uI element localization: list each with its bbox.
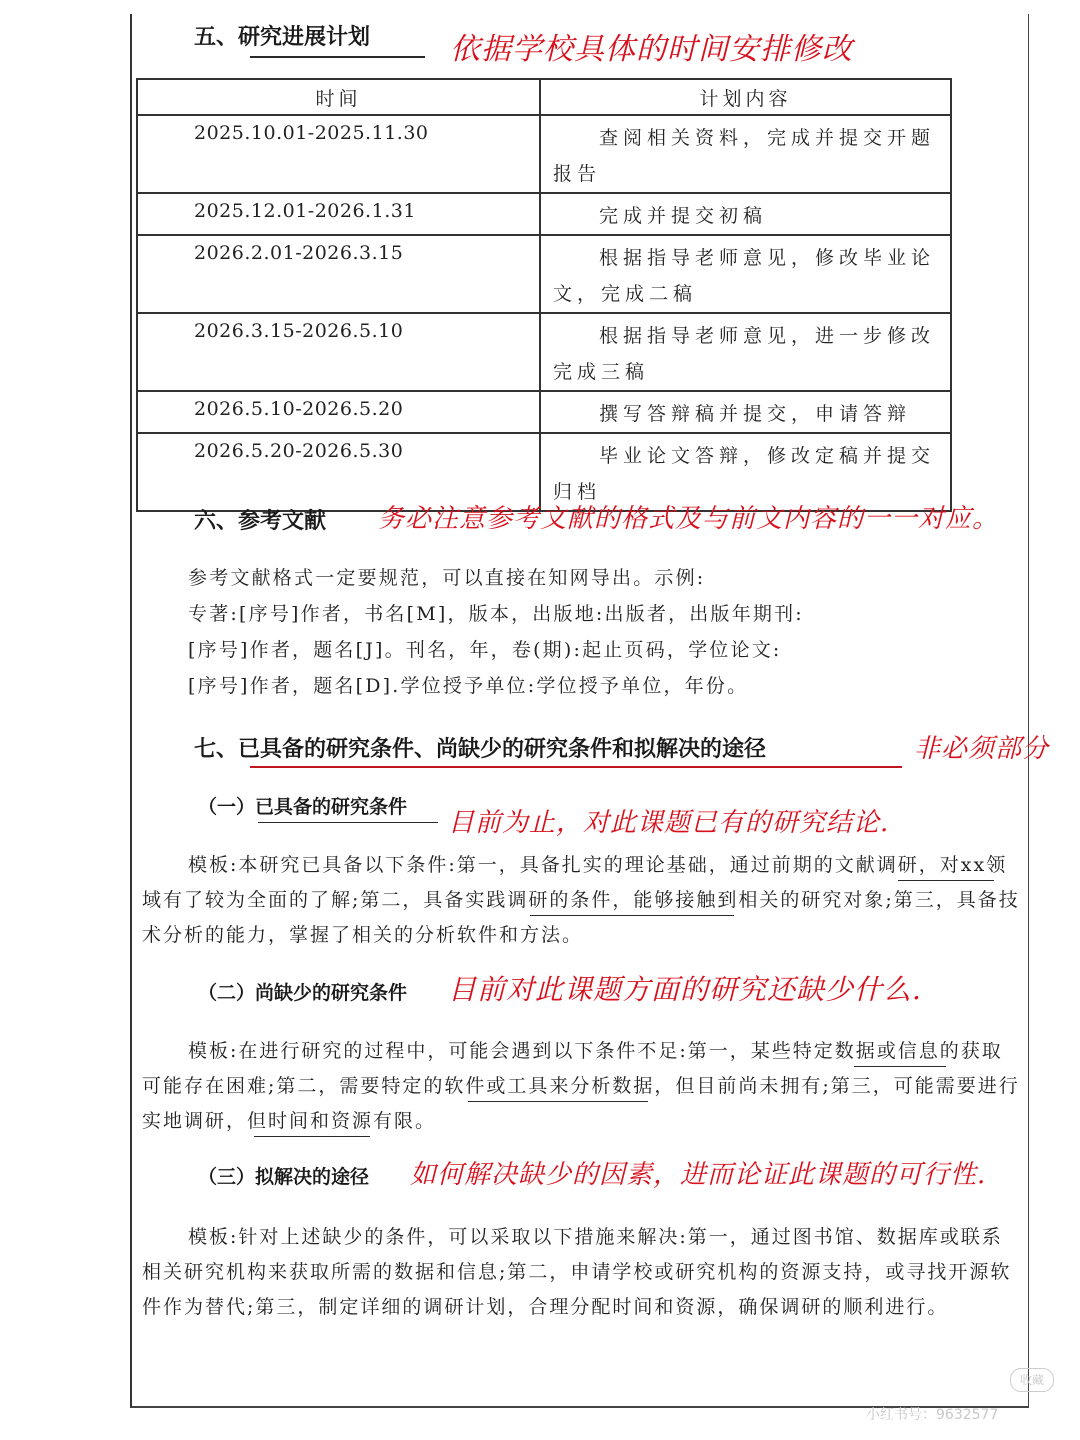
sub3-title: （三）拟解决的途径 <box>198 1166 370 1188</box>
table-header-row <box>137 79 951 115</box>
table-row <box>137 193 951 235</box>
sub2-text: 模板:在进行研究的过程中，可能会遇到以下条件不足:第一，某些特定数据或信息的获取可能存在困难;第二，需要特定的软件或工具来分析数据，但目前尚未拥有;第三，可能需要进行实地调研，但时间和资源有限。 <box>142 1040 1020 1132</box>
header-content: 计划内容 <box>540 79 951 115</box>
table-row <box>137 313 951 391</box>
row-content: 查阅相关资料，完成并提交开题报告 <box>540 115 951 193</box>
sub2-title: （二）尚缺少的研究条件 <box>198 982 408 1004</box>
text-underline <box>854 1066 946 1067</box>
text-underline <box>468 1101 648 1102</box>
table-row <box>137 115 951 193</box>
research-plan-table <box>136 78 952 512</box>
table-row <box>137 235 951 313</box>
text-underline <box>530 915 734 916</box>
section7-note: 非必须部分 <box>914 734 1050 764</box>
text-underline <box>254 1136 370 1137</box>
row-time: 2026.5.20-2026.5.30 <box>137 433 540 511</box>
text-underline <box>898 880 994 881</box>
sub2-note: 目前对此课题方面的研究还缺少什么. <box>448 973 922 1006</box>
row-time: 2026.3.15-2026.5.10 <box>137 313 540 391</box>
reference-line: [序号]作者，题名[J]。刊名，年，卷(期):起止页码，学位论文: <box>188 639 782 661</box>
row-content: 撰写答辩稿并提交，申请答辩 <box>540 391 951 433</box>
section6-note: 务必注意参考文献的格式及与前文内容的一一对应。 <box>378 504 1000 534</box>
header-time: 时间 <box>137 79 540 115</box>
reference-line: 专著:[序号]作者，书名[M]，版本，出版地:出版者，出版年期刊: <box>188 603 804 625</box>
sub1-title-underline <box>258 822 438 823</box>
row-content: 毕业论文答辩，修改定稿并提交归档 <box>540 433 951 511</box>
row-content: 根据指导老师意见，修改毕业论文，完成二稿 <box>540 235 951 313</box>
section5-title-underline <box>250 56 425 58</box>
sub1-text: 模板:本研究已具备以下条件:第一，具备扎实的理论基础，通过前期的文献调研，对xx领域有了较为全面的了解;第二，具备实践调研的条件，能够接触到相关的研究对象;第三，具备技术分析的能力，掌握了相关的分析软件和方法。 <box>142 854 1020 946</box>
row-time: 2026.2.01-2026.3.15 <box>137 235 540 313</box>
table-row <box>137 391 951 433</box>
section7-title-underline <box>250 766 902 768</box>
row-time: 2025.12.01-2026.1.31 <box>137 193 540 235</box>
row-time: 2025.10.01-2025.11.30 <box>137 115 540 193</box>
section5-title: 五、研究进展计划 <box>194 25 371 50</box>
sub3-note: 如何解决缺少的因素，进而论证此课题的可行性. <box>410 1160 987 1190</box>
sub1-note: 目前为止，对此课题已有的研究结论. <box>448 808 890 838</box>
row-content: 完成并提交初稿 <box>540 193 951 235</box>
section5-note: 依据学校具体的时间安排修改 <box>450 32 853 67</box>
watermark-text: 小红书号：9632577 <box>866 1407 999 1423</box>
row-content: 根据指导老师意见，进一步修改完成三稿 <box>540 313 951 391</box>
sub1-title: （一）已具备的研究条件 <box>198 796 408 818</box>
reference-line: [序号]作者，题名[D].学位授予单位:学位授予单位，年份。 <box>188 675 749 697</box>
sub3-text: 模板:针对上述缺少的条件，可以采取以下措施来解决:第一，通过图书馆、数据库或联系相关研究机构来获取所需的数据和信息;第二，申请学校或研究机构的资源支持，或寻找开源软件作为替代;第三，制定详细的调研计划，合理分配时间和资源，确保调研的顺利进行。 <box>142 1226 1012 1318</box>
row-time: 2026.5.10-2026.5.20 <box>137 391 540 433</box>
reference-line: 参考文献格式一定要规范，可以直接在知网导出。示例: <box>188 567 706 589</box>
section6-title: 六、参考文献 <box>194 509 327 534</box>
section7-title: 七、已具备的研究条件、尚缺少的研究条件和拟解决的途径 <box>194 737 767 762</box>
collect-badge: 收藏 <box>1010 1368 1054 1392</box>
